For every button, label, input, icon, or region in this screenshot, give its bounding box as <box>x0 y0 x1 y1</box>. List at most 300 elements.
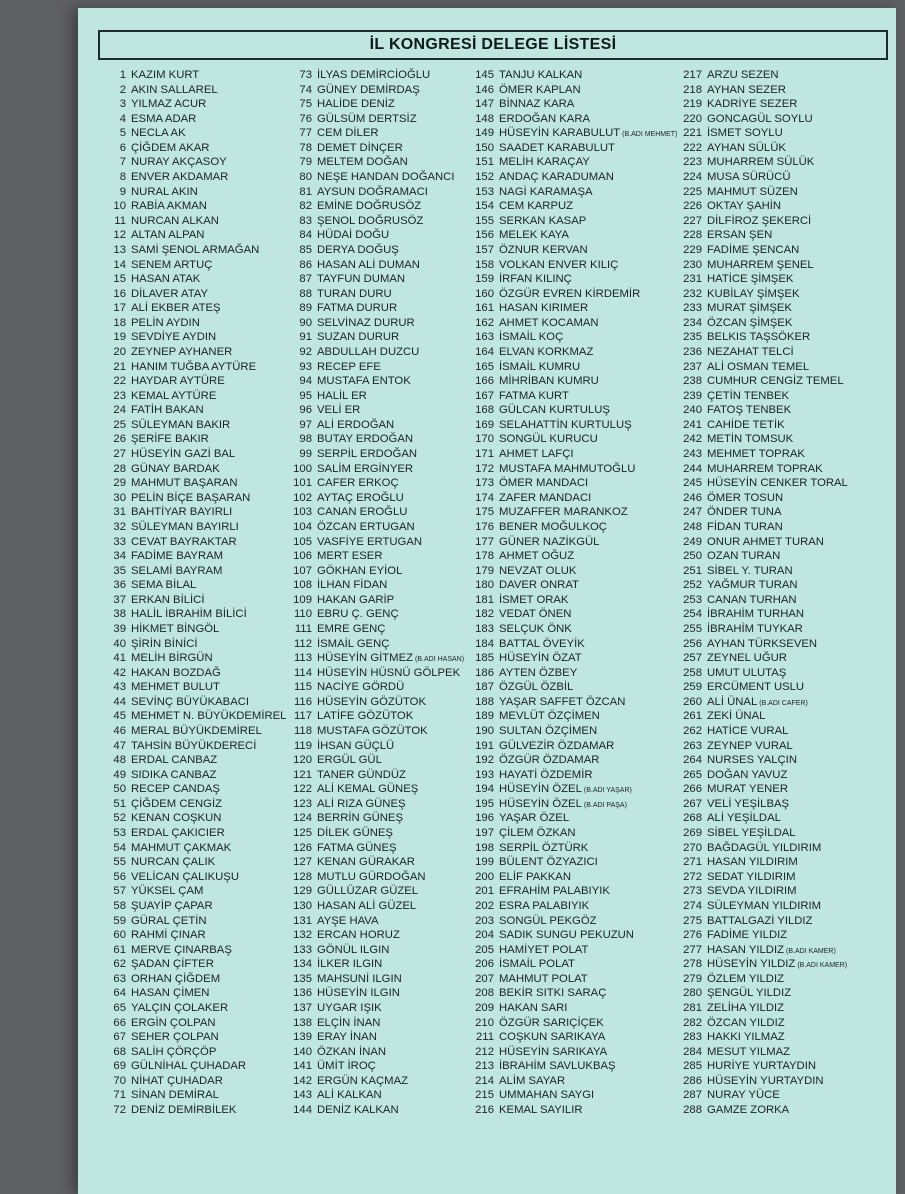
delegate-number: 248 <box>683 520 702 533</box>
delegate-row <box>96 316 306 331</box>
delegate-name: GÖKHAN EYİOL <box>317 564 403 577</box>
delegate-father-name-note: (B.ADI MEHMET) <box>622 131 678 139</box>
delegate-row <box>676 1045 886 1060</box>
delegate-name: HÜSEYİN KARABULUT <box>499 127 621 140</box>
delegate-row <box>286 637 496 652</box>
delegate-name: RECEP CANDAŞ <box>131 783 220 796</box>
delegate-number: 46 <box>113 725 126 738</box>
delegate-row <box>468 709 678 724</box>
delegate-row <box>676 637 886 652</box>
delegate-row <box>96 228 306 243</box>
delegate-name: MEVLÜT ÖZÇİMEN <box>499 710 600 723</box>
delegate-name: TANJU KALKAN <box>499 69 583 81</box>
delegate-row <box>96 199 306 214</box>
delegate-name: OKTAY ŞAHİN <box>707 200 782 213</box>
delegate-row <box>676 972 886 987</box>
delegate-name: HAYDAR AYTÜRE <box>131 375 225 388</box>
delegate-row <box>286 389 496 404</box>
delegate-name: ÇETİN TENBEK <box>707 389 790 402</box>
delegate-name: PELİN BİÇE BAŞARAN <box>131 491 251 504</box>
delegate-row <box>286 957 496 972</box>
delegate-name: HÜSEYİN CENKER TORAL <box>707 477 848 490</box>
delegate-number: 69 <box>113 1060 126 1073</box>
delegate-number: 163 <box>475 331 494 344</box>
delegate-number: 244 <box>683 462 702 475</box>
delegate-name: VELİ ER <box>317 404 361 417</box>
delegate-number: 181 <box>475 593 494 606</box>
delegate-name: İLYAS DEMİRCİOĞLU <box>317 69 431 81</box>
delegate-number: 194 <box>475 783 494 796</box>
delegate-number: 57 <box>113 885 126 898</box>
delegate-row <box>468 826 678 841</box>
delegate-name: İSMAİL GENÇ <box>317 637 390 650</box>
delegate-row <box>676 374 886 389</box>
delegate-name: ORHAN ÇİĞDEM <box>131 972 221 985</box>
delegate-name: HÜSEYİN GÖZÜTOK <box>317 695 427 708</box>
delegate-row <box>286 141 496 156</box>
delegate-number: 258 <box>683 666 702 679</box>
delegate-number: 32 <box>113 520 126 533</box>
delegate-row <box>96 943 306 958</box>
delegate-row <box>96 899 306 914</box>
delegate-number: 36 <box>113 579 126 592</box>
delegate-row <box>286 112 496 127</box>
delegate-row <box>468 1103 678 1118</box>
delegate-number: 218 <box>683 83 702 96</box>
delegate-row <box>286 899 496 914</box>
delegate-row <box>468 170 678 185</box>
delegate-number: 165 <box>475 360 494 373</box>
delegate-row <box>96 593 306 608</box>
delegate-number: 160 <box>475 287 494 300</box>
delegate-name: MİHRİBAN KUMRU <box>499 375 599 388</box>
delegate-name: MUHARREM ŞENEL <box>707 258 814 271</box>
delegate-name: MUTLU GÜRDOĞAN <box>317 870 426 883</box>
delegate-name: PELİN AYDIN <box>131 316 200 329</box>
delegate-row <box>96 432 306 447</box>
delegate-number: 52 <box>113 812 126 825</box>
delegate-number: 184 <box>475 637 494 650</box>
delegate-number: 211 <box>475 1031 494 1044</box>
delegate-name: HASAN ATAK <box>131 273 201 286</box>
delegate-row <box>468 782 678 797</box>
delegate-number: 150 <box>475 141 494 154</box>
delegate-number: 91 <box>299 331 312 344</box>
delegate-row <box>286 564 496 579</box>
delegate-name: GÖNÜL ILGIN <box>317 943 390 956</box>
delegate-number: 228 <box>683 229 702 242</box>
delegate-name: GÜNEY DEMİRDAŞ <box>317 83 420 96</box>
delegate-name: GÜLCAN KURTULUŞ <box>499 404 610 417</box>
delegate-row <box>676 651 886 666</box>
delegate-number: 130 <box>293 899 312 912</box>
delegate-row <box>676 97 886 112</box>
delegate-name: GÜLLÜZAR GÜZEL <box>317 885 419 898</box>
delegate-number: 147 <box>475 98 494 111</box>
delegate-name: SELAMİ BAYRAM <box>131 564 223 577</box>
delegate-number: 159 <box>475 273 494 286</box>
delegate-row <box>468 855 678 870</box>
delegate-name: MELİH BİRGÜN <box>131 652 213 665</box>
delegate-name: ERGİN ÇOLPAN <box>131 1016 216 1029</box>
delegate-row <box>468 768 678 783</box>
delegate-number: 13 <box>113 243 126 256</box>
delegate-name: EBRU Ç. GENÇ <box>317 608 399 621</box>
delegate-number: 47 <box>113 739 126 752</box>
delegate-number: 197 <box>475 827 494 840</box>
delegate-row <box>468 1030 678 1045</box>
delegate-name: ZELİHA YILDIZ <box>707 1002 785 1014</box>
delegate-name: TANER GÜNDÜZ <box>317 768 406 781</box>
delegate-row <box>96 826 306 841</box>
delegate-name: ZEYNEP VURAL <box>707 739 793 752</box>
delegate-name: HÜSEYİN HÜSNÜ GÖLPEK <box>317 666 461 679</box>
delegate-number: 275 <box>683 914 702 927</box>
delegate-row <box>468 316 678 331</box>
delegate-father-name-note: (B.ADI HASAN) <box>415 656 465 664</box>
delegate-name: HÜSEYİN YILDIZ <box>707 958 796 971</box>
delegate-father-name-note: (B.ADI YAŞAR) <box>583 787 632 795</box>
delegate-row <box>676 520 886 535</box>
delegate-row <box>286 841 496 856</box>
delegate-row <box>96 447 306 462</box>
delegate-row <box>468 622 678 637</box>
delegate-row <box>96 986 306 1001</box>
delegate-name: CUMHUR CENGİZ TEMEL <box>707 375 844 388</box>
delegate-name: ZEYNEL UĞUR <box>707 652 787 665</box>
delegate-number: 272 <box>683 870 702 883</box>
delegate-row <box>286 724 496 739</box>
delegate-name: HASAN ÇİMEN <box>131 987 210 1000</box>
delegate-number: 33 <box>113 535 126 548</box>
delegate-name: SİBEL Y. TURAN <box>707 564 793 577</box>
delegate-name: COŞKUN SARIKAYA <box>499 1031 606 1044</box>
delegate-number: 225 <box>683 185 702 198</box>
delegate-number: 251 <box>683 564 702 577</box>
delegate-row <box>286 491 496 506</box>
delegate-name: MUSTAFA ENTOK <box>317 375 411 388</box>
delegate-name: DİLAVER ATAY <box>131 287 209 300</box>
delegate-name: ERGÜL GÜL <box>317 754 382 767</box>
delegate-number: 42 <box>113 666 126 679</box>
delegate-row <box>96 258 306 273</box>
delegate-name: YAŞAR SAFFET ÖZCAN <box>499 695 626 708</box>
delegate-number: 149 <box>475 127 494 140</box>
delegate-name: ÖNDER TUNA <box>707 506 782 519</box>
delegate-name: MELİH KARAÇAY <box>499 156 590 169</box>
delegate-name: NECLA AK <box>131 127 186 140</box>
delegate-row <box>676 243 886 258</box>
delegate-name: MAHMUT SÜZEN <box>707 185 798 198</box>
delegate-name: HÜDAİ DOĞU <box>317 229 390 242</box>
delegate-number: 158 <box>475 258 494 271</box>
delegate-row <box>468 1074 678 1089</box>
delegate-name: SENEM ARTUÇ <box>131 258 213 271</box>
delegate-name: GAMZE ZORKA <box>707 1104 790 1117</box>
delegate-row <box>676 811 886 826</box>
delegate-row <box>96 666 306 681</box>
delegate-name: İHSAN GÜÇLÜ <box>317 739 395 752</box>
delegate-name: İBRAHİM TUYKAR <box>707 622 803 635</box>
delegate-row <box>96 637 306 652</box>
delegate-row <box>96 549 306 564</box>
delegate-row <box>676 841 886 856</box>
delegate-name: ÖMER MANDACI <box>499 477 589 490</box>
delegate-number: 24 <box>113 404 126 417</box>
delegate-name: ERAY İNAN <box>317 1031 377 1044</box>
delegate-number: 167 <box>475 389 494 402</box>
delegate-row <box>286 126 496 141</box>
delegate-number: 49 <box>113 768 126 781</box>
delegate-row <box>676 709 886 724</box>
delegate-row <box>468 141 678 156</box>
delegate-row <box>676 695 886 710</box>
delegate-number: 246 <box>683 491 702 504</box>
delegate-number: 76 <box>299 112 312 125</box>
delegate-number: 55 <box>113 856 126 869</box>
delegate-row <box>468 651 678 666</box>
delegate-name: ÇİĞDEM CENGİZ <box>131 797 223 810</box>
delegate-number: 201 <box>475 885 494 898</box>
delegate-number: 257 <box>683 652 702 665</box>
delegate-name: MUSTAFA GÖZÜTOK <box>317 725 428 738</box>
delegate-row <box>676 360 886 375</box>
delegate-number: 285 <box>683 1060 702 1073</box>
delegate-name: HÜSEYİN ÖZEL <box>499 783 582 796</box>
delegate-number: 151 <box>475 156 494 169</box>
delegate-row <box>468 957 678 972</box>
delegate-name: MUZAFFER MARANKOZ <box>499 506 628 519</box>
delegate-row <box>468 360 678 375</box>
delegate-row <box>286 243 496 258</box>
delegate-row <box>286 986 496 1001</box>
delegate-number: 56 <box>113 870 126 883</box>
delegate-row <box>468 549 678 564</box>
delegate-name: HURİYE YURTAYDIN <box>707 1060 817 1073</box>
delegate-number: 206 <box>475 958 494 971</box>
delegate-name: CAHİDE TETİK <box>707 418 785 431</box>
delegate-father-name-note: (B.ADI CAFER) <box>759 699 808 707</box>
delegate-number: 26 <box>113 433 126 446</box>
delegate-row <box>286 83 496 98</box>
delegate-number: 101 <box>293 477 312 490</box>
delegate-name: CAFER ERKOÇ <box>317 477 399 490</box>
delegate-number: 220 <box>683 112 702 125</box>
delegate-row <box>286 228 496 243</box>
delegate-father-name-note: (B.ADI PAŞA) <box>583 801 627 809</box>
delegate-row <box>96 680 306 695</box>
delegate-row <box>286 651 496 666</box>
delegate-name: NURAY AKÇASOY <box>131 156 227 169</box>
delegate-number: 282 <box>683 1016 702 1029</box>
delegate-row <box>676 899 886 914</box>
delegate-number: 270 <box>683 841 702 854</box>
delegate-name: YAĞMUR TURAN <box>707 579 798 592</box>
delegate-name: VEDAT ÖNEN <box>499 608 572 621</box>
delegate-row <box>96 301 306 316</box>
delegate-name: KAZIM KURT <box>131 69 200 81</box>
delegate-number: 64 <box>113 987 126 1000</box>
delegate-number: 15 <box>113 273 126 286</box>
delegate-name: DOĞAN YAVUZ <box>707 768 788 781</box>
delegate-number: 123 <box>293 797 312 810</box>
delegate-row <box>96 1059 306 1074</box>
delegate-name: DİLFİROZ ŞEKERCİ <box>707 214 812 227</box>
delegate-number: 182 <box>475 608 494 621</box>
delegate-number: 38 <box>113 608 126 621</box>
delegate-number: 239 <box>683 389 702 402</box>
delegate-name: SULTAN ÖZÇİMEN <box>499 725 598 738</box>
delegate-number: 5 <box>119 127 126 140</box>
delegate-name: ÖZCAN ERTUGAN <box>317 520 415 533</box>
delegate-name: NAGİ KARAMAŞA <box>499 185 593 198</box>
delegate-number: 119 <box>293 739 312 752</box>
delegate-row <box>676 155 886 170</box>
delegate-row <box>96 287 306 302</box>
delegate-row <box>96 957 306 972</box>
delegate-name: AYHAN TÜRKSEVEN <box>707 637 818 650</box>
delegate-row <box>286 943 496 958</box>
delegate-row <box>96 564 306 579</box>
delegate-number: 173 <box>475 477 494 490</box>
delegate-row <box>676 185 886 200</box>
delegate-number: 230 <box>683 258 702 271</box>
delegate-row <box>676 884 886 899</box>
delegate-row <box>286 549 496 564</box>
delegate-row <box>286 709 496 724</box>
delegate-row <box>676 301 886 316</box>
delegate-name: DENİZ DEMİRBİLEK <box>131 1104 237 1117</box>
delegate-name: ÖZGÜR EVREN KİRDEMİR <box>499 287 641 300</box>
delegate-name: SADIK SUNGU PEKUZUN <box>499 929 634 942</box>
delegate-row <box>676 83 886 98</box>
delegate-row <box>96 841 306 856</box>
delegate-row <box>468 535 678 550</box>
delegate-row <box>286 855 496 870</box>
delegate-number: 234 <box>683 316 702 329</box>
delegate-row <box>286 607 496 622</box>
delegate-number: 20 <box>113 345 126 358</box>
delegate-row <box>468 811 678 826</box>
delegate-number: 19 <box>113 331 126 344</box>
delegate-row <box>286 666 496 681</box>
delegate-row <box>96 914 306 929</box>
delegate-name: DENİZ KALKAN <box>317 1104 399 1117</box>
delegate-number: 17 <box>113 302 126 315</box>
delegate-row <box>676 505 886 520</box>
delegate-row <box>286 1059 496 1074</box>
delegate-name: BAHTİYAR BAYIRLI <box>131 506 233 519</box>
delegate-number: 75 <box>299 98 312 111</box>
delegate-number: 104 <box>293 520 312 533</box>
delegate-row <box>96 126 306 141</box>
delegate-name: KUBİLAY ŞİMŞEK <box>707 287 800 300</box>
delegate-number: 279 <box>683 972 702 985</box>
delegate-number: 134 <box>293 958 312 971</box>
delegate-number: 37 <box>113 593 126 606</box>
delegate-number: 82 <box>299 200 312 213</box>
delegate-name: NEZAHAT TELCİ <box>707 345 794 358</box>
delegate-row <box>468 841 678 856</box>
delegate-row <box>286 432 496 447</box>
delegate-row <box>676 957 886 972</box>
delegate-row <box>676 330 886 345</box>
delegate-row <box>676 943 886 958</box>
delegate-name: MERVE ÇINARBAŞ <box>131 943 232 956</box>
delegate-row <box>468 593 678 608</box>
delegate-number: 223 <box>683 156 702 169</box>
delegate-name: VELİCAN ÇALIKUŞU <box>131 870 239 883</box>
delegate-number: 242 <box>683 433 702 446</box>
delegate-name: SALİH ÇÖRÇÖP <box>131 1045 217 1058</box>
delegate-name: ÜMİT İROÇ <box>317 1060 376 1073</box>
delegate-number: 200 <box>475 870 494 883</box>
delegate-row <box>96 797 306 812</box>
delegate-row <box>676 607 886 622</box>
delegate-name: AHMET LAFÇI <box>499 448 574 461</box>
delegate-name: ZAFER MANDACI <box>499 491 592 504</box>
delegate-name: MERAL BÜYÜKDEMİREL <box>131 725 262 738</box>
delegate-number: 256 <box>683 637 702 650</box>
delegate-number: 265 <box>683 768 702 781</box>
delegate-number: 238 <box>683 375 702 388</box>
delegate-number: 209 <box>475 1002 494 1014</box>
delegate-row <box>676 739 886 754</box>
delegate-name: SERPİL ÖZTÜRK <box>499 841 589 854</box>
delegate-row <box>468 899 678 914</box>
delegate-row <box>286 1001 496 1016</box>
delegate-row <box>96 753 306 768</box>
delegate-number: 139 <box>293 1031 312 1044</box>
delegate-row <box>96 1074 306 1089</box>
delegate-name: MAHSUNİ ILGIN <box>317 972 402 985</box>
delegate-number: 14 <box>113 258 126 271</box>
delegate-number: 86 <box>299 258 312 271</box>
delegate-name: MEHMET TOPRAK <box>707 448 805 461</box>
delegate-row <box>286 739 496 754</box>
delegate-row <box>468 272 678 287</box>
delegate-row <box>676 1103 886 1118</box>
delegate-row <box>96 520 306 535</box>
delegate-name: HÜSEYİN ILGIN <box>317 987 400 1000</box>
delegate-row <box>286 870 496 885</box>
delegate-row <box>468 374 678 389</box>
delegate-row <box>676 272 886 287</box>
delegate-name: ÇİĞDEM AKAR <box>131 141 210 154</box>
delegate-name: GÜNER NAZİKGÜL <box>499 535 600 548</box>
delegate-number: 70 <box>113 1074 126 1087</box>
delegate-number: 9 <box>119 185 126 198</box>
delegate-number: 142 <box>293 1074 312 1087</box>
delegate-number: 74 <box>299 83 312 96</box>
delegate-row <box>676 768 886 783</box>
delegate-number: 109 <box>293 593 312 606</box>
delegate-number: 110 <box>293 608 312 621</box>
delegate-row <box>468 97 678 112</box>
delegate-name: MEHMET BULUT <box>131 681 220 694</box>
delegate-name: ÖMER KAPLAN <box>499 83 581 96</box>
delegate-number: 189 <box>475 710 494 723</box>
delegate-name: ERCAN HORUZ <box>317 929 400 942</box>
delegate-number: 274 <box>683 899 702 912</box>
delegate-row <box>286 797 496 812</box>
delegate-row <box>468 258 678 273</box>
delegate-number: 199 <box>475 856 494 869</box>
delegate-number: 84 <box>299 229 312 242</box>
delegate-number: 252 <box>683 579 702 592</box>
delegate-row <box>676 1059 886 1074</box>
delegate-name: DAVER ONRAT <box>499 579 579 592</box>
